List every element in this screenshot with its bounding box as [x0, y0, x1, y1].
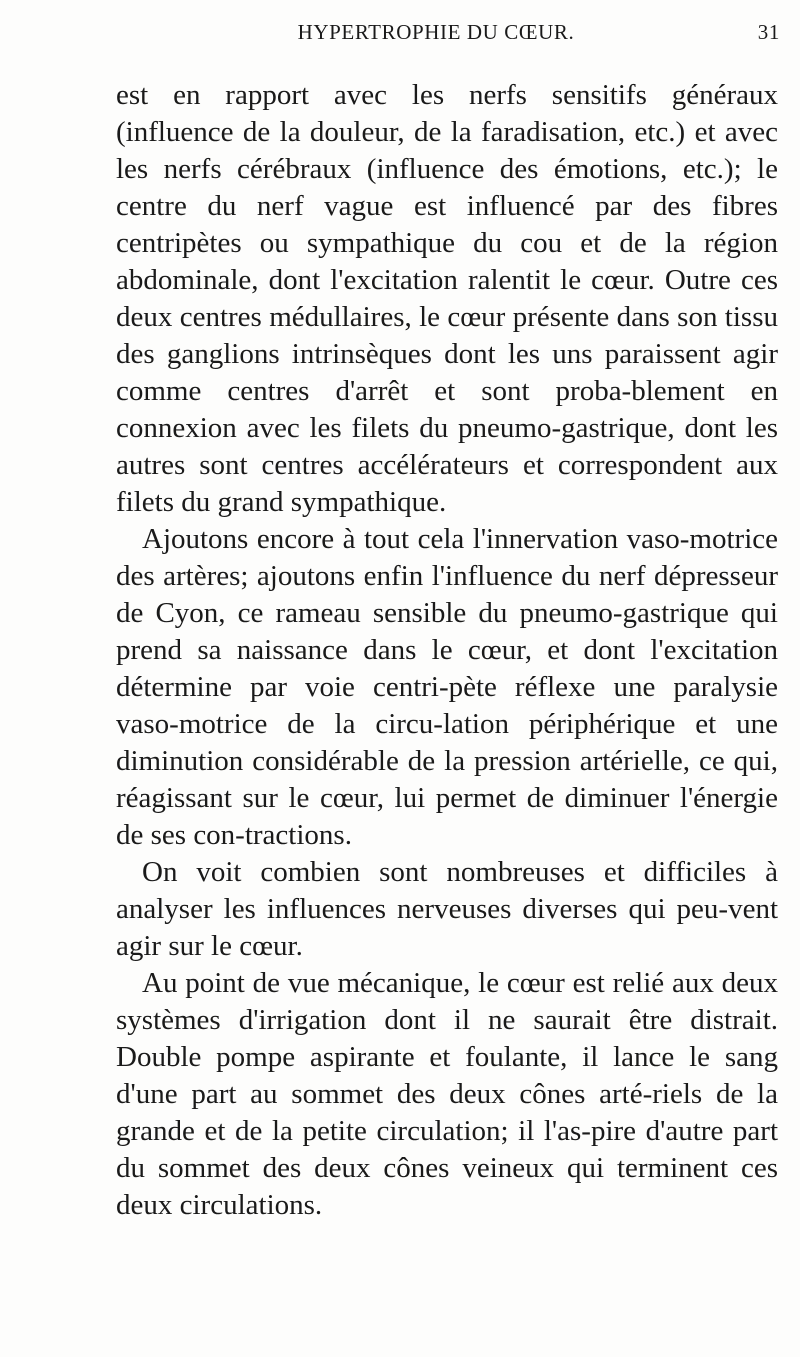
- paragraph-1: est en rapport avec les nerfs sensitifs généraux (influence de la douleur, de la faradisation, etc.) et avec les nerfs cérébraux (influence des émotions, etc.); le centre du nerf vague est influencé par des fibres centripètes ou sympathique du cou et de la région abdominale, dont l'excitation ralentit le cœur. Outre ces deux centres médullaires, le cœur présente dans son tissu des ganglions intrinsèques dont les uns paraissent agir comme centres d'arrêt et sont proba-blement en connexion avec les filets du pneumo-gastrique, dont les autres sont centres accélérateurs et correspondent aux filets du grand sympathique.: [116, 79, 778, 518]
- paragraph-4: Au point de vue mécanique, le cœur est relié aux deux systèmes d'irrigation dont il ne saurait être distrait. Double pompe aspirante et foulante, il lance le sang d'une part au sommet des deux cônes arté-riels de la grande et de la petite circulation; il l'as-pire d'autre part du sommet des deux cônes veineux qui terminent ces deux circulations.: [116, 967, 778, 1221]
- body-text: [116, 77, 778, 1224]
- page-number: 31: [757, 20, 780, 44]
- paragraph-2: Ajoutons encore à tout cela l'innervation vaso-motrice des artères; ajoutons enfin l'influence du nerf dépresseur de Cyon, ce rameau sensible du pneumo-gastrique qui prend sa naissance dans le cœur, et dont l'excitation détermine par voie centri-pète réflexe une paralysie vaso-motrice de la circu-lation périphérique et une diminution considérable de la pression artérielle, ce qui, réagissant sur le cœur, lui permet de diminuer l'énergie de ses con-tractions.: [116, 523, 778, 851]
- running-head: [116, 8, 796, 64]
- running-title: HYPERTROPHIE DU CŒUR.: [297, 20, 575, 44]
- paragraph-3: On voit combien sont nombreuses et difficiles à analyser les influences nerveuses diverses qui peu-vent agir sur le cœur.: [116, 856, 778, 962]
